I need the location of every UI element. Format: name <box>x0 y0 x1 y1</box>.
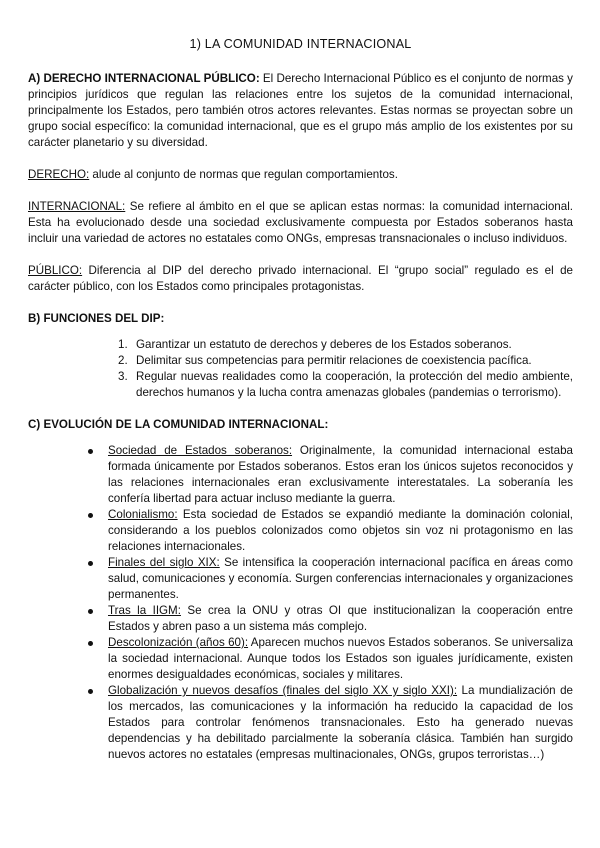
section-b-heading: B) FUNCIONES DEL DIP: <box>28 312 165 325</box>
bullet-icon <box>88 449 93 454</box>
term-text: alude al conjunto de normas que regulan comportamientos. <box>89 168 398 181</box>
section-a-text: El Derecho Internacional Público es el conjunto de normas y principios jurídicos que regulan las relaciones entre los sujetos de la comunidad internacional, principalmente los Estados, pero también otros actores relevantes. Estas normas se proyectan sobre un grupo social específico: la comunidad internacional, que es el grupo más amplio de los existentes por su carácter planetario y su diversidad. <box>28 72 573 149</box>
functions-list <box>28 337 573 401</box>
bullet-icon <box>88 609 93 614</box>
term-text: Diferencia al DIP del derecho privado internacional. El “grupo social” regulado es el de carácter público, con los Estados como principales protagonistas. <box>28 264 573 293</box>
section-a-paragraph <box>28 71 573 151</box>
list-item: Finales del siglo XIX: Se intensifica la cooperación internacional pacífica en áreas como salud, comunicaciones y economía. Surgen conferencias internacionales y organizaciones permanentes. <box>108 555 573 603</box>
list-item: Globalización y nuevos desafíos (finales del siglo XX y siglo XXI): La mundialización de los mercados, las comunicaciones y la información ha reducido la capacidad de los Estados para controlar fenómenos transnacionales. Esto ha generado nuevas dependencias y ha debilitado parcialmente la soberanía clásica. También han surgido nuevos actores no estatales (empresas multinacionales, ONGs, grupos terroristas…) <box>108 683 573 763</box>
bullet-icon <box>88 561 93 566</box>
bullet-icon <box>88 641 93 646</box>
term-label: DERECHO: <box>28 168 90 181</box>
list-item: 1. Garantizar un estatuto de derechos y deberes de los Estados soberanos. <box>118 338 512 351</box>
term-internacional <box>28 199 573 247</box>
term-text: Se refiere al ámbito en el que se aplican estas normas: la comunidad internacional. Esta ha evolucionado desde una sociedad exclusivamente compuesta por Estados soberanos hasta incluir una variedad de actores no estatales como ONGs, empresas transnacionales o incluso individuos. <box>28 200 573 245</box>
page-title: 1) LA COMUNIDAD INTERNACIONAL <box>189 37 412 51</box>
section-a-heading: A) DERECHO INTERNACIONAL PÚBLICO: <box>28 72 260 85</box>
bullet-icon <box>88 513 93 518</box>
evolution-list <box>28 443 573 763</box>
term-label: INTERNACIONAL: <box>28 200 126 213</box>
bullet-icon <box>88 689 93 694</box>
term-derecho <box>28 167 573 183</box>
list-item: Colonialismo: Esta sociedad de Estados se expandió mediante la dominación colonial, considerando a los pueblos colonizados como objetos sin voz ni protagonismo en las relaciones internacionales. <box>108 507 573 555</box>
list-item: 2. Delimitar sus competencias para permitir relaciones de coexistencia pacífica. <box>118 354 532 367</box>
list-item: Tras la IIGM: Se crea la ONU y otras OI que institucionalizan la cooperación entre Estados y abren paso a un sistema más complejo. <box>108 603 573 635</box>
section-c-heading: C) EVOLUCIÓN DE LA COMUNIDAD INTERNACIONAL: <box>28 418 329 431</box>
term-publico <box>28 263 573 295</box>
list-item: Sociedad de Estados soberanos: Originalmente, la comunidad internacional estaba formada únicamente por Estados soberanos. Estos eran los únicos sujetos reconocidos y las relaciones internacionales eran exclusivamente interestatales. La soberanía les confería libertad para actuar incluso mediante la guerra. <box>108 443 573 507</box>
list-item: Descolonización (años 60): Aparecen muchos nuevos Estados soberanos. Se universaliza la sociedad internacional. Aunque todos los Estados son iguales jurídicamente, existen enormes desigualdades económicas, sociales y militares. <box>108 635 573 683</box>
term-label: PÚBLICO: <box>28 264 83 277</box>
list-item: 3. Regular nuevas realidades como la cooperación, la protección del medio ambiente, derechos humanos y la lucha contra amenazas globales (pandemias o terrorismo). <box>118 370 573 399</box>
